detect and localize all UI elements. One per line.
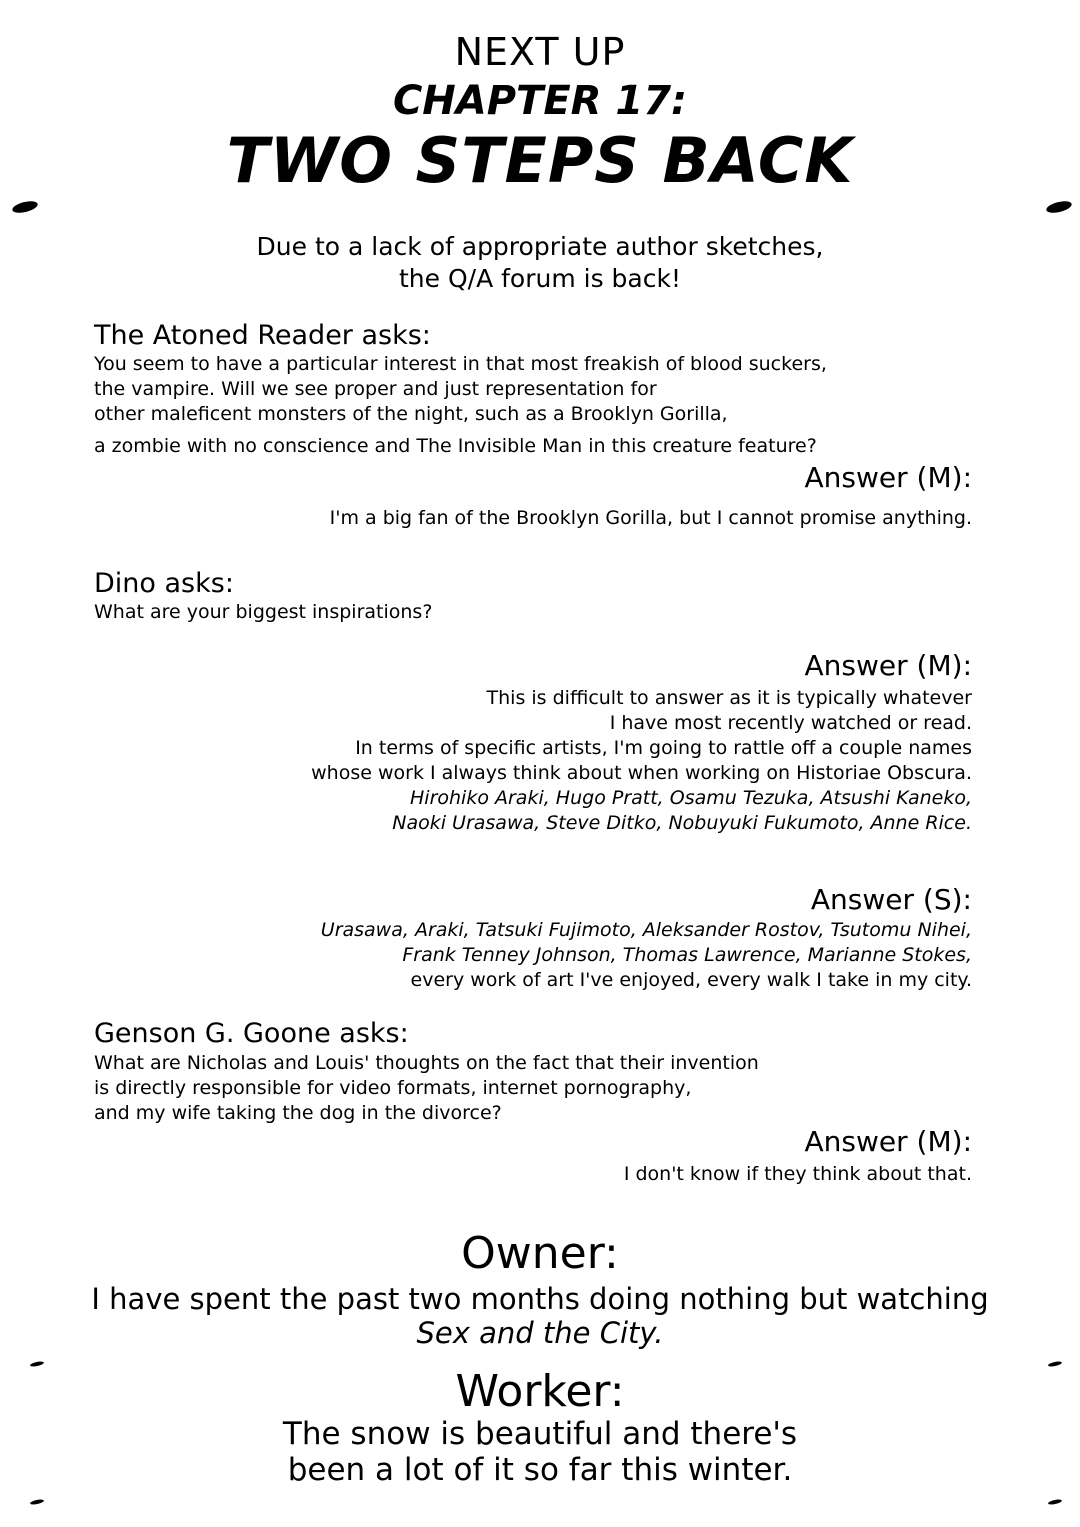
answer-text: I'm a big fan of the Brooklyn Gorilla, but I cannot promise anything.	[329, 507, 972, 529]
answer-names: Frank Tenney Johnson, Thomas Lawrence, Marianne Stokes,	[402, 944, 972, 966]
next-up-heading: NEXT UP	[454, 30, 626, 74]
question-asker: Dino asks:	[94, 568, 234, 599]
answer-names: Hirohiko Araki, Hugo Pratt, Osamu Tezuka, Atsushi Kaneko,	[410, 787, 972, 809]
answer-label: Answer (M):	[804, 1125, 972, 1158]
chapter-title: TWO STEPS BACK	[226, 124, 854, 197]
answer-text: whose work I always think about when working on Historiae Obscura.	[311, 762, 972, 784]
owner-label: Owner:	[461, 1228, 619, 1279]
crop-mark	[11, 199, 39, 215]
answer-text: This is difficult to answer as it is typically whatever	[486, 687, 972, 709]
intro-line-2: the Q/A forum is back!	[399, 264, 681, 293]
answer-text: I don't know if they think about that.	[623, 1163, 972, 1185]
answer-text: every work of art I've enjoyed, every walk I take in my city.	[410, 969, 972, 991]
answer-label: Answer (M):	[804, 649, 972, 682]
question-line: a zombie with no conscience and The Invisible Man in this creature feature?	[94, 435, 817, 457]
question-line: You seem to have a particular interest in that most freakish of blood suckers,	[94, 353, 827, 375]
crop-mark	[1045, 199, 1073, 215]
answer-names: Urasawa, Araki, Tatsuki Fujimoto, Aleksander Rostov, Tsutomu Nihei,	[320, 919, 972, 941]
answer-label: Answer (M):	[804, 461, 972, 494]
worker-label: Worker:	[455, 1366, 625, 1417]
question-line: other maleficent monsters of the night, such as a Brooklyn Gorilla,	[94, 403, 728, 425]
question-line: the vampire. Will we see proper and just representation for	[94, 378, 657, 400]
worker-line-2: been a lot of it so far this winter.	[287, 1452, 793, 1488]
question-line: and my wife taking the dog in the divorce?	[94, 1102, 502, 1124]
answer-label: Answer (S):	[810, 883, 972, 916]
chapter-heading: CHAPTER 17:	[392, 78, 688, 124]
crop-mark	[1048, 1499, 1063, 1506]
owner-line-1: I have spent the past two months doing nothing but watching	[91, 1282, 989, 1316]
worker-line-1: The snow is beautiful and there's	[282, 1416, 798, 1452]
question-asker: Genson G. Goone asks:	[94, 1018, 409, 1049]
question-asker: The Atoned Reader asks:	[94, 320, 431, 351]
crop-mark	[30, 1499, 45, 1506]
intro-line-1: Due to a lack of appropriate author sketches,	[256, 232, 824, 261]
answer-names: Naoki Urasawa, Steve Ditko, Nobuyuki Fukumoto, Anne Rice.	[392, 812, 972, 834]
owner-line-2: Sex and the City.	[416, 1316, 664, 1350]
question-line: is directly responsible for video formats, internet pornography,	[94, 1077, 692, 1099]
question-line: What are your biggest inspirations?	[94, 601, 433, 623]
answer-text: In terms of specific artists, I'm going to rattle off a couple names	[355, 737, 972, 759]
answer-text: I have most recently watched or read.	[609, 712, 972, 734]
question-line: What are Nicholas and Louis' thoughts on the fact that their invention	[94, 1052, 759, 1074]
